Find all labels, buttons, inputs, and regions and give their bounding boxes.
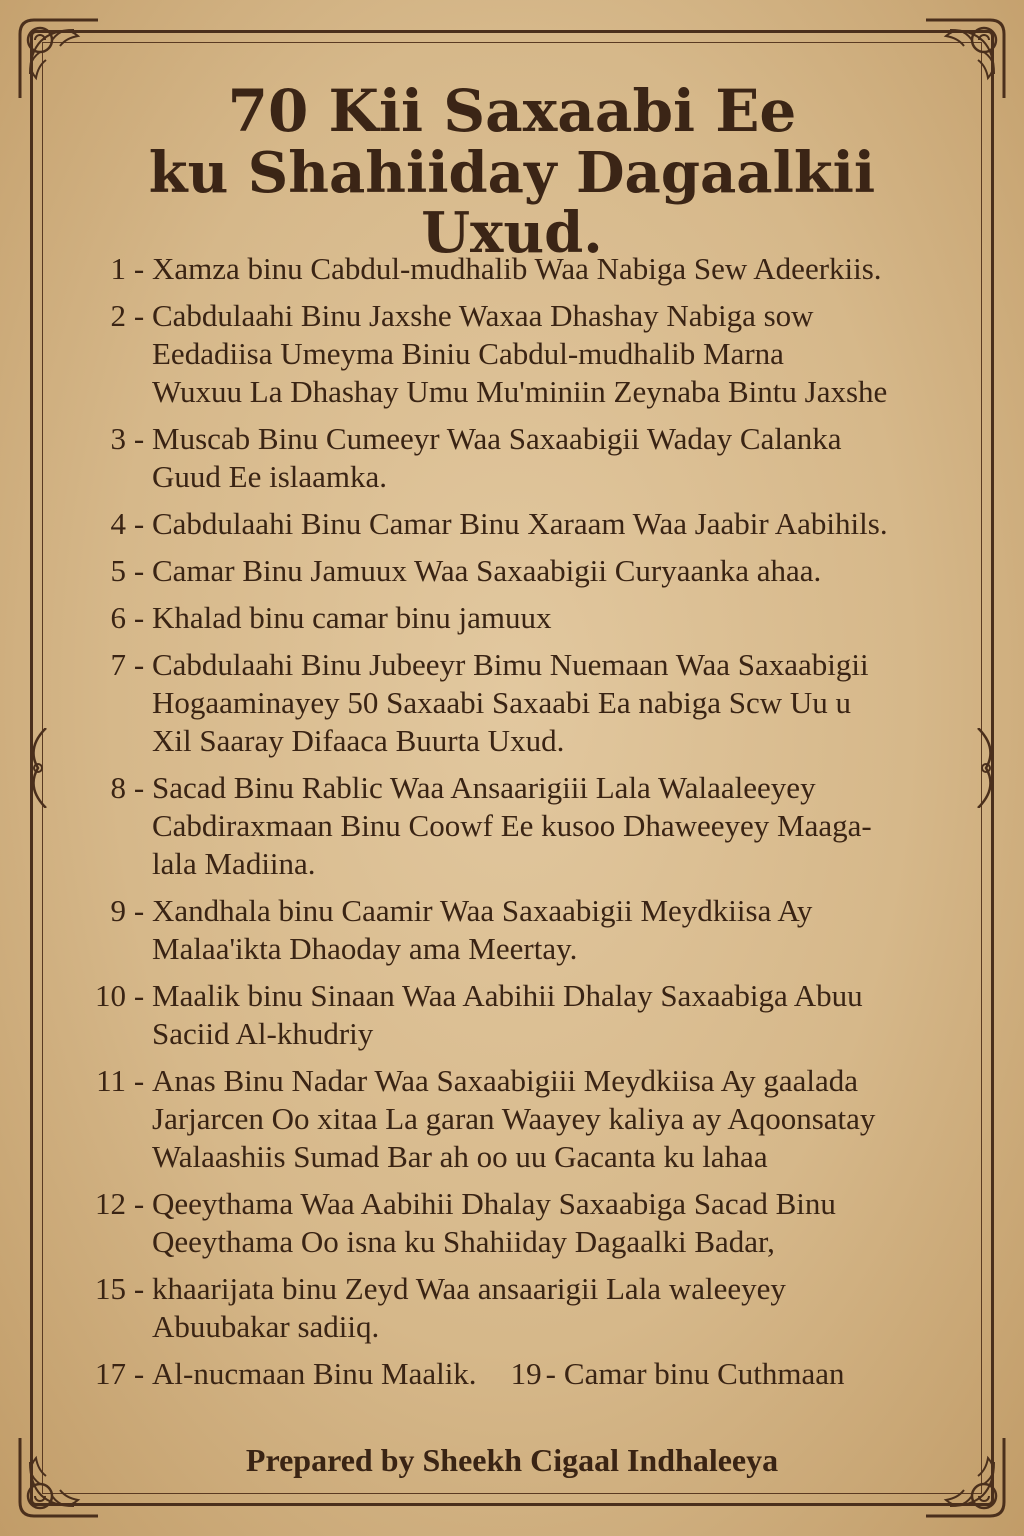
item-separator: -	[133, 298, 145, 333]
item-number: 15	[95, 1271, 126, 1306]
item-text-line: Jarjarcen Oo xitaa La garan Waayey kaliya ay Aqoonsatay	[152, 1101, 876, 1136]
spacer	[477, 1355, 511, 1393]
list-item	[60, 769, 974, 883]
item-text-line: Guud Ee islaamka.	[152, 459, 388, 494]
item-text	[152, 599, 974, 637]
item-text	[152, 646, 974, 760]
list-item	[60, 977, 974, 1053]
item-text-line: Sacad Binu Rablic Waa Ansaarigiii Lala Walaaleeyey	[152, 770, 816, 805]
item-number: 19	[510, 1356, 542, 1391]
list-item	[60, 892, 974, 968]
item-number: 5	[110, 553, 126, 588]
item-text-line: Malaa'ikta Dhaoday ama Meertay.	[152, 931, 578, 966]
item-separator: -	[133, 1186, 145, 1221]
item-separator: -	[133, 1356, 145, 1391]
item-separator: -	[133, 1063, 145, 1098]
list-item	[60, 1185, 974, 1261]
title-line-1: 70 Kii Saxaabi Ee	[227, 77, 797, 145]
list-item	[60, 1062, 974, 1176]
item-number: 12	[95, 1186, 126, 1221]
list-item	[60, 297, 974, 411]
item-text-line: Maalik binu Sinaan Waa Aabihii Dhalay Saxaabiga Abuu	[152, 978, 863, 1013]
item-separator: -	[133, 770, 145, 805]
item-text-line: Abuubakar sadiiq.	[152, 1309, 380, 1344]
item-text-line: Cabdulaahi Binu Camar Binu Xaraam Waa Jaabir Aabihils.	[152, 506, 888, 541]
item-text-line: Khalad binu camar binu jamuux	[152, 600, 552, 635]
item-separator: -	[133, 421, 145, 456]
item-text-line: Muscab Binu Cumeeyr Waa Saxaabigii Waday Calanka	[152, 421, 842, 456]
item-number: 4	[110, 506, 126, 541]
item-text	[152, 1185, 974, 1261]
item-number: 8	[110, 770, 126, 805]
footer-credit: Prepared by Sheekh Cigaal Indhaleeya	[245, 1442, 779, 1478]
item-separator: -	[133, 1271, 145, 1306]
title-line-2: ku Shahiiday Dagaalkii Uxud.	[148, 139, 876, 267]
item-separator: -	[545, 1356, 556, 1391]
item-number: 2	[110, 298, 126, 333]
item-text-line: lala Madiina.	[152, 846, 316, 881]
item-text	[152, 1062, 974, 1176]
list-item	[60, 599, 974, 637]
item-text	[152, 977, 974, 1053]
item-text-line: Xandhala binu Caamir Waa Saxaabigii Meydkiisa Ay	[152, 893, 813, 928]
item-text-line: Wuxuu La Dhashay Umu Mu'miniin Zeynaba Bintu Jaxshe	[152, 374, 888, 409]
item-text-line: Eedadiisa Umeyma Biniu Cabdul-mudhalib Marna	[152, 336, 784, 371]
item-text: Al-nucmaan Binu Maalik.	[152, 1356, 477, 1391]
item-text-line: Saciid Al-khudriy	[152, 1016, 374, 1051]
item-separator: -	[133, 893, 145, 928]
item-text-line: Qeeythama Waa Aabihii Dhalay Saxaabiga Sacad Binu	[152, 1186, 836, 1221]
item-text	[152, 250, 974, 288]
item-text	[152, 297, 974, 411]
item-number: 6	[110, 600, 126, 635]
item-text-line: Cabdulaahi Binu Jaxshe Waxaa Dhashay Nabiga sow	[152, 298, 814, 333]
item-number: 1	[110, 251, 126, 286]
page-title	[60, 77, 964, 267]
item-text-line: Anas Binu Nadar Waa Saxaabigiii Meydkiisa Ay gaalada	[152, 1063, 859, 1098]
list-item-final-row	[60, 1355, 974, 1393]
list-item	[60, 1270, 974, 1346]
item-separator: -	[133, 600, 145, 635]
item-separator: -	[133, 506, 145, 541]
item-separator: -	[133, 553, 145, 588]
item-text-line: Xamza binu Cabdul-mudhalib Waa Nabiga Sew Adeerkiis.	[152, 251, 882, 286]
item-text-line: Camar Binu Jamuux Waa Saxaabigii Curyaanka ahaa.	[152, 553, 822, 588]
companion-list	[60, 250, 974, 1402]
item-text	[152, 892, 974, 968]
item-text: Camar binu Cuthmaan	[563, 1356, 845, 1391]
item-separator: -	[133, 978, 145, 1013]
item-separator: -	[133, 647, 145, 682]
item-number: 9	[110, 893, 126, 928]
item-number: 7	[110, 647, 126, 682]
list-item	[60, 505, 974, 543]
item-text	[152, 1270, 974, 1346]
side-ornament-icon	[18, 728, 58, 808]
item-text-line: khaarijata binu Zeyd Waa ansaarigii Lala waleeyey	[152, 1271, 786, 1306]
item-text-line: Cabdiraxmaan Binu Coowf Ee kusoo Dhaweeyey Maaga-	[152, 808, 872, 843]
list-item	[60, 646, 974, 760]
item-text-line: Xil Saaray Difaaca Buurta Uxud.	[152, 723, 565, 758]
item-number: 3	[110, 421, 126, 456]
item-text	[152, 505, 974, 543]
list-item	[60, 250, 974, 288]
item-text	[152, 552, 974, 590]
item-text-line: Walaashiis Sumad Bar ah oo uu Gacanta ku lahaa	[152, 1139, 768, 1174]
list-item	[60, 552, 974, 590]
list-item	[60, 420, 974, 496]
item-text-line: Qeeythama Oo isna ku Shahiiday Dagaalki Badar,	[152, 1224, 775, 1259]
item-number: 10	[95, 978, 126, 1013]
item-number: 17	[95, 1356, 126, 1391]
item-number: 11	[96, 1063, 126, 1098]
item-text	[152, 420, 974, 496]
item-text-line: Cabdulaahi Binu Jubeeyr Bimu Nuemaan Waa Saxaabigii	[152, 647, 869, 682]
item-text-line: Hogaaminayey 50 Saxaabi Saxaabi Ea nabiga Scw Uu u	[152, 685, 852, 720]
item-separator: -	[133, 251, 145, 286]
item-text	[152, 769, 974, 883]
